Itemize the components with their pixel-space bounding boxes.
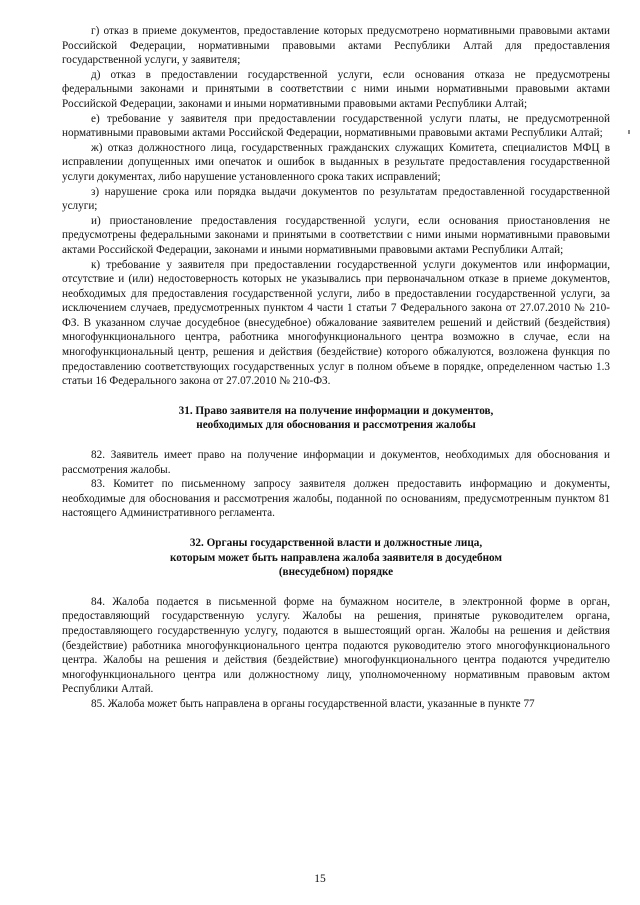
paragraph-z: з) нарушение срока или порядка выдачи документов по результатам предоставленной государственной услуги; bbox=[62, 185, 610, 213]
scan-artifact bbox=[628, 130, 630, 134]
section-32-heading-line1: 32. Органы государственной власти и должностные лица, bbox=[189, 537, 483, 549]
paragraph-g: г) отказ в приеме документов, предоставление которых предусмотрено нормативными правовыми актами Российской Федерации, нормативными правовыми актами Республики Алтай для предоставления государственной услуги, у заявителя; bbox=[62, 25, 610, 67]
paragraph-e: е) требование у заявителя при предоставлении государственной услуги платы, не предусмотренной нормативными правовыми актами Российской Федерации, нормативными правовыми актами Республики Алтай; bbox=[62, 112, 610, 140]
paragraph-k: к) требование у заявителя при предоставлении государственной услуги документов или информации, отсутствие и (или) недостоверность которых не указывались при первоначальном отказе в приеме документов, необходимых для предоставления государственной услуги, либо в предоставлении государственной услуги, за исключением случаев, предусмотренных пунктом 4 части 1 статьи 7 Федерального закона от 27.07.2010 № 210-ФЗ. В указанном случае досудебное (внесудебное) обжалование заявителем решений и действий (бездействия) многофункционального центра, работника многофункционального центра возможно в случае, если на многофункциональный центр, решения и действия (бездействие) которого обжалуются, возложена функция по предоставлению соответствующих государственных услуг в полном объеме в порядке, определенном частью 1.3 статьи 16 Федерального закона от 27.07.2010 № 210-ФЗ. bbox=[62, 258, 610, 388]
paragraph-83: 83. Комитет по письменному запросу заявителя должен предоставить информацию и документы, необходимые для обоснования и рассмотрения жалобы, поданной по основаниям, предусмотренным пунктом 81 настоящего Административного регламента. bbox=[62, 478, 610, 520]
document-page bbox=[62, 24, 610, 712]
section-31-heading bbox=[62, 404, 610, 433]
paragraph-i: и) приостановление предоставления государственной услуги, если основания приостановления не предусмотрены федеральными законами и принятыми в соответствии с ними иными нормативными правовыми актами Российской Федерации, законами и иными нормативными правовыми актами Республики Алтай; bbox=[62, 214, 610, 256]
paragraph-zh: ж) отказ должностного лица, государственных гражданских служащих Комитета, специалистов МФЦ в исправлении допущенных ими опечаток и ошибок в выданных в результате предоставления государственной услуги документах, либо нарушение установленного срока таких исправлений; bbox=[62, 141, 610, 183]
section-32-heading-line3: (внесудебном) порядке bbox=[278, 566, 394, 579]
paragraph-85: 85. Жалоба может быть направлена в органы государственной власти, указанные в пункте 77 bbox=[91, 697, 535, 710]
paragraph-82: 82. Заявитель имеет право на получение информации и документов, необходимых для обоснования и рассмотрения жалобы. bbox=[62, 449, 610, 476]
section-31-heading-line1: 31. Право заявителя на получение информации и документов, bbox=[178, 404, 494, 417]
section-32-heading bbox=[62, 536, 610, 580]
section-31-heading-line2: необходимых для обоснования и рассмотрения жалобы bbox=[196, 419, 476, 432]
paragraph-84: 84. Жалоба подается в письменной форме на бумажном носителе, в электронной форме в орган, предоставляющий государственную услугу. Жалобы на решения, принятые руководителем органа, предоставляющего государственную услугу, подаются в вышестоящий орган. Жалобы на решения и действия (бездействие) работника многофункционального центра подаются руководителю этого многофункционального центра. Жалобы на решения и действия (бездействие) многофункционального центра подаются учредителю многофункционального центра или должностному лицу, уполномоченному нормативным правовым актом Республики Алтай. bbox=[62, 595, 610, 696]
section-32-heading-line2: которым может быть направлена жалоба заявителя в досудебном bbox=[169, 551, 503, 564]
paragraph-d: д) отказ в предоставлении государственной услуги, если основания отказа не предусмотрены федеральными законами и принятыми в соответствии с ними иными нормативными правовыми актами Российской Федерации, законами и иными нормативными правовыми актами Республики Алтай; bbox=[62, 68, 610, 110]
page-number: 15 bbox=[314, 873, 326, 885]
